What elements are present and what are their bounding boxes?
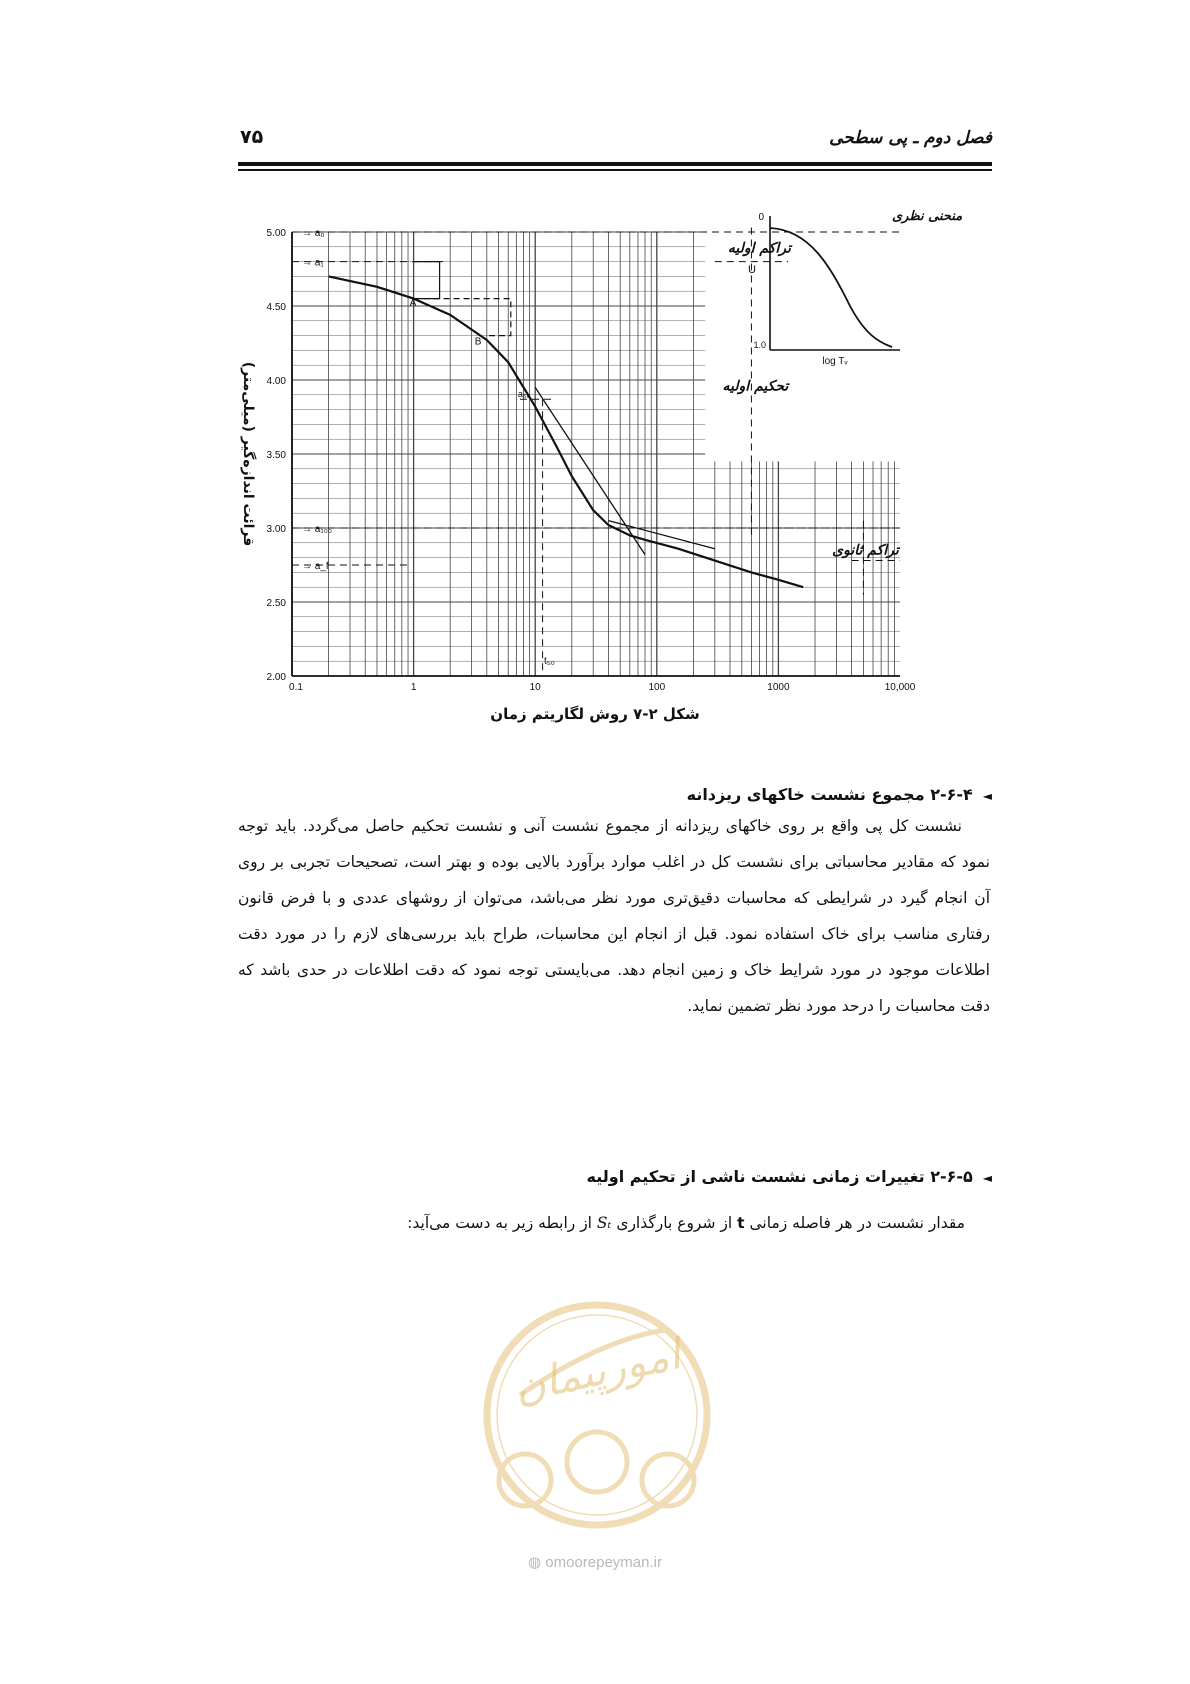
- x-tick-label: 1: [410, 682, 417, 693]
- heading-text: ۲-۶-۴ مجموع نشست خاکهای ریزدانه: [686, 785, 973, 804]
- section-heading-4: [687, 785, 992, 804]
- watermark-url-text: omoorepeyman.ir: [545, 1554, 662, 1571]
- x-tick-label: 10,000: [884, 682, 916, 693]
- a50-label: a₅₀: [517, 389, 531, 400]
- y-tick-label: 5.00: [266, 228, 286, 239]
- watermark-url: [0, 1553, 1190, 1571]
- initial-compression-label: تراکم اولیه: [727, 240, 791, 257]
- globe-icon: ◍: [528, 1554, 542, 1571]
- chart-grid: [292, 230, 902, 676]
- y-tick-label: 2.00: [266, 672, 286, 683]
- x-tick-label: 1000: [767, 682, 790, 693]
- primary-consolidation-label: تحکیم اولیه: [722, 378, 789, 395]
- settlement-time-figure: [0, 0, 1190, 700]
- t50-label: t₅₀: [543, 656, 555, 668]
- y-axis-label: قرائت اندازه‌گیر (میلی‌متر): [240, 361, 256, 547]
- settlement-intro-paragraph: [407, 1214, 965, 1232]
- y-tick-label: 4.50: [266, 302, 286, 313]
- af-line-label: → a_f: [302, 561, 329, 572]
- inset-title: منحنی نظری: [892, 209, 963, 224]
- heading-text: ۲-۶-۵ تغییرات زمانی نشست ناشی از تحکیم اولیه: [586, 1167, 973, 1186]
- settlement-symbol: Sₜ: [596, 1214, 612, 1232]
- primary-tangent-line: [535, 387, 645, 554]
- inset-y-label: U: [748, 264, 756, 276]
- x-tick-label: 100: [648, 682, 666, 693]
- x-tick-label: 10: [529, 682, 541, 693]
- figure-caption: شکل ۲-۷ روش لگاریتم زمان: [490, 705, 700, 723]
- a100-line-label: → a₁₀₀: [302, 524, 333, 535]
- para-text-3: از رابطه زیر به دست می‌آید:: [407, 1214, 592, 1232]
- inset-y-top-label: 0: [758, 212, 764, 223]
- para-text-2: از شروع بارگذاری: [616, 1214, 733, 1232]
- inset-y-bottom-label: 1.0: [753, 340, 766, 350]
- heading-marker: ◄: [982, 789, 992, 803]
- annotation-region-mask: [705, 230, 902, 461]
- y-tick-label: 4.00: [266, 376, 286, 387]
- y-tick-label: 3.00: [266, 524, 286, 535]
- section-heading-5: [587, 1167, 992, 1186]
- logo-wordmark: امورپیمان: [509, 1329, 685, 1413]
- point-a-label: A: [409, 298, 417, 309]
- secondary-compression-label: تراکم ثانوی: [832, 542, 899, 559]
- heading-marker: ◄: [982, 1171, 992, 1185]
- y-tick-label: 3.50: [266, 450, 286, 461]
- page-number: ۷۵: [240, 126, 264, 148]
- chapter-title: فصل دوم ـ پی سطحی: [829, 128, 992, 148]
- section-paragraph: نشست کل پی واقع بر روی خاکهای ریزدانه از مجموع نشست آنی و نشست تحکیم حاصل می‌گردد. باید توجه نمود که مقادیر محاسباتی برای نشست کل در اغلب موارد برآورد بالایی بوده و بهتر است، تصحیحات تجربی بر روی آن انجام گیرد در شرایطی که محاسبات دقیق‌تری مورد نظر می‌باشد، می‌توان از روشهای عددی و با فرض قانون رفتاری مناسب برای خاک استفاده نمود. قبل از انجام این محاسبات، طراح باید بررسی‌های لازم را در مورد دقت اطلاعات موجود در مورد شرایط خاک و زمین انجام دهد. می‌بایستی توجه نمود که دقت اطلاعات در حدی باشد که دقت محاسبات را درحد مورد نظر تضمین نماید.: [238, 817, 990, 1015]
- a0-line-label: → a₀: [302, 228, 325, 239]
- time-symbol: t: [737, 1214, 745, 1232]
- inset-x-label: log Tᵥ: [822, 356, 848, 367]
- para-text-1: مقدار نشست در هر فاصله زمانی: [749, 1214, 965, 1232]
- a1-line-label: → a₁: [302, 257, 324, 269]
- y-tick-label: 2.50: [266, 598, 286, 609]
- point-b-label: B: [474, 336, 482, 348]
- x-tick-label: 0.1: [289, 682, 303, 693]
- point-a-bracket: [414, 262, 440, 299]
